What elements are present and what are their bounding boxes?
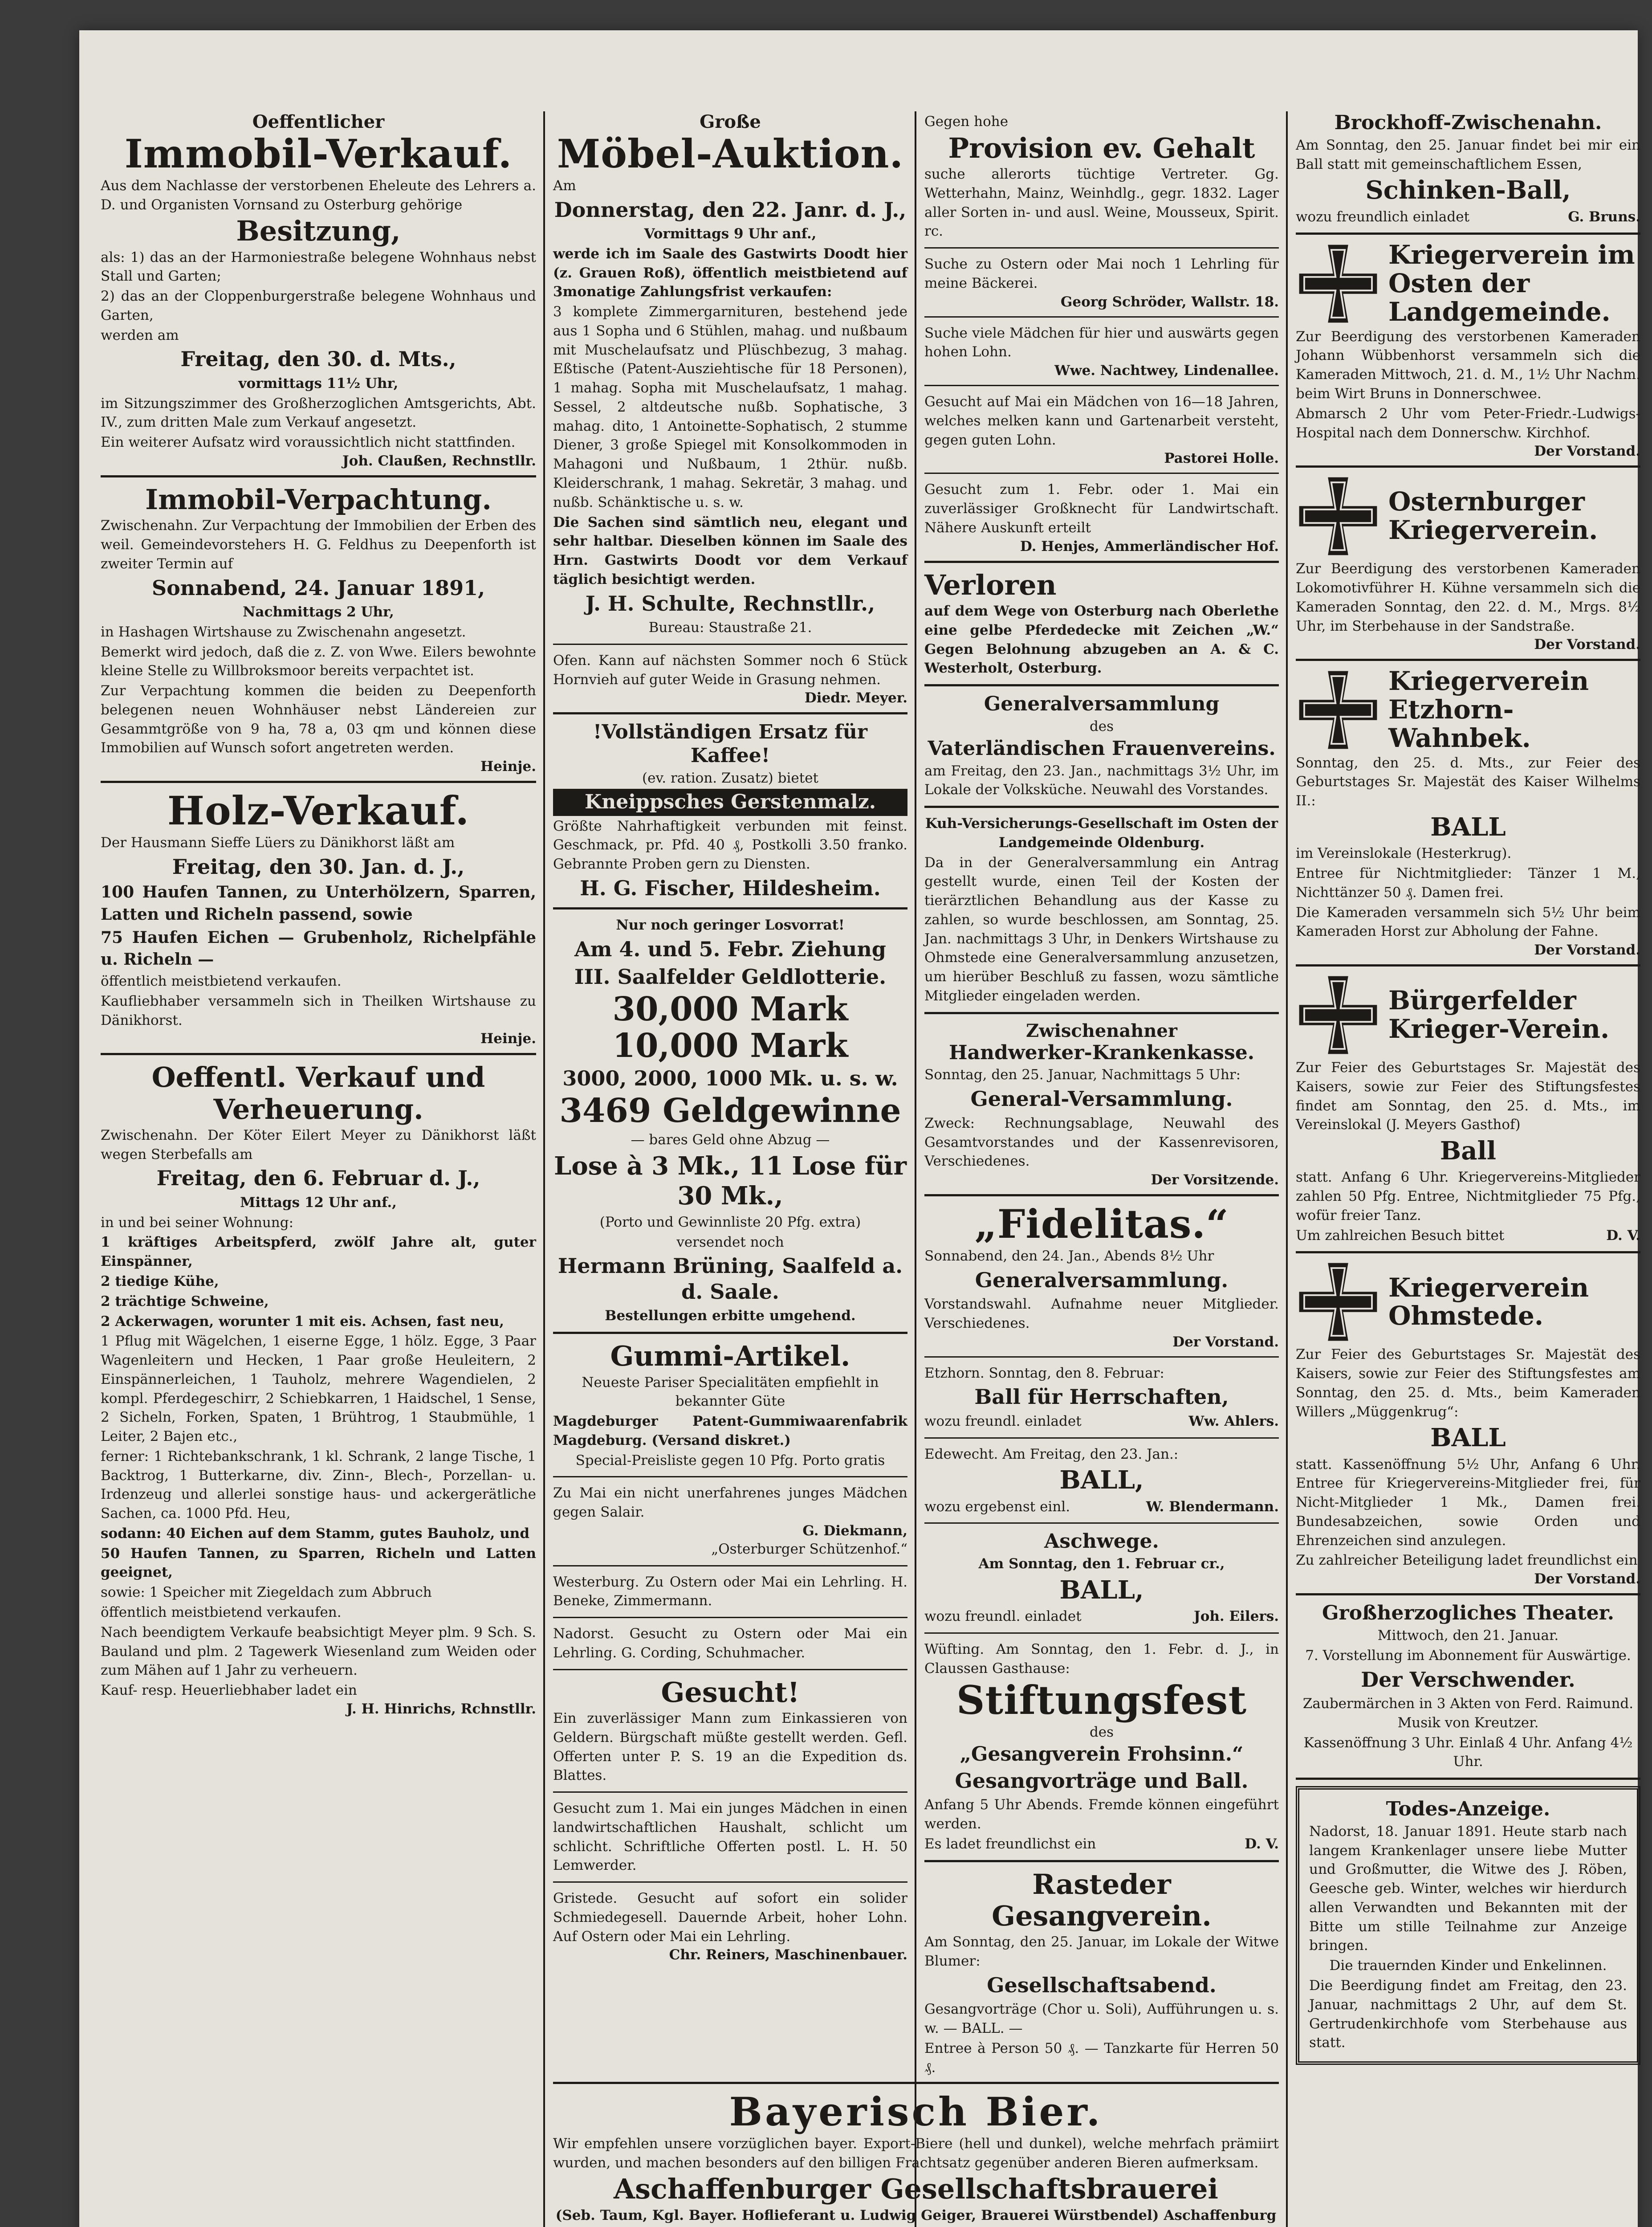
divider [553,712,907,714]
ad-lead: BALL [1430,1423,1506,1453]
divider [553,1476,907,1477]
ad-gristede [553,1889,907,1963]
ad-text: Um zahlreichen Besuch bittet [1296,1227,1505,1244]
ad-lead: Gesellschaftsabend. [987,1973,1217,1997]
column-2 [546,111,915,2107]
ad-subtitle: Aschaffenburger Gesellschaftsbrauerei [614,2173,1218,2206]
ad-text: des [1089,718,1114,734]
ad-text: wozu freundl. einladet [924,1413,1082,1429]
divider [924,1356,1279,1358]
ad-time: Nachmittags 2 Uhr, [243,604,394,620]
divider [924,561,1279,563]
ad-moebel-auktion [553,111,907,637]
ad-holz-verkauf [101,789,536,1047]
column-rule [915,111,916,2227]
ad-price: Lose à 3 Mk., 11 Lose für 30 Mk., [553,1151,907,1211]
ad-text: Wüfting. Am Sonntag, den 1. Febr. d. J., in Claussen Gasthause: [924,1641,1279,1676]
divider [1296,964,1640,967]
ad-text: Am 4. und 5. Febr. Ziehung [574,937,886,962]
ad-lead: Ball [1440,1136,1497,1166]
divider [1296,1251,1640,1253]
ad-signature: G. Diekmann, [802,1522,907,1539]
ad-footer-line [924,1412,1279,1431]
ad-signature: Der Vorsitzende. [1151,1172,1279,1188]
ad-immobil-verkauf [101,111,536,469]
ad-verkauf-verheuerung [101,1061,536,1717]
ad-title: Gummi-Artikel. [610,1340,850,1373]
ad-text: des [1089,1724,1114,1741]
ad-text: Special-Preisliste gegen 10 Pfg. Porto gratis [575,1452,885,1468]
ad-text: Nadorst, 18. Januar 1891. Heute starb nach langem Krankenlager unsere liebe Mutter und Großmutter, die Witwe des J. Röben, Geesche geb. Winter, welches wir hierdurch allen Verwandten und Bekannten mit der Bitte um stille Teilnahme zur Anzeige bringen. [1309,1823,1627,1954]
ad-text: als: 1) das an der Harmoniestraße belegene Wohnhaus nebst Stall und Garten; [101,249,536,285]
ad-text: Nur noch geringer Losvorrat! [616,917,845,934]
divider [1296,465,1640,468]
ad-header [1296,1260,1640,1344]
ad-text: Aus dem Nachlasse der verstorbenen Eheleute des Lehrers a. D. und Organisten Vornsand zu Osterburg gehörige [101,177,536,213]
ad-signature: Pastorei Holle. [1164,450,1279,467]
ad-signature: Der Vorstand. [1534,443,1640,460]
ad-title: Immobil-Verkauf. [124,131,513,177]
ad-text: 1 Pflug mit Wägelchen, 1 eiserne Egge, 1 hölz. Egge, 3 Paar Wagenleitern und Hecken, 1 Paar große Heuleitern, 2 Einspännerleichen, 1 Tauholz, mehrere Wagendielen, 2 kompl. Pferdegeschirr, 2 Schiebkarren, 1 Haidschel, 1 Sense, 2 Sicheln, Forken, Spaten, 1 Brühtrog, 1 Staubmühle, 1 Leiter, 2 Bajen etc., [101,1333,536,1445]
ad-signature: J. H. Hinrichs, Rchnstllr. [346,1701,536,1717]
ad-product: Kneippsches Gerstenmalz. [553,789,907,816]
ad-address: „Osterburger Schützenhof.“ [711,1541,907,1557]
ad-signature: Heinje. [480,1031,536,1047]
divider [924,247,1279,249]
divider [553,1332,907,1334]
ad-signature: Wwe. Nachtwey, Lindenallee. [1054,363,1279,379]
ad-subtitle: „Gesangverein Frohsinn.“ [960,1743,1244,1766]
ad-kriegerverein-ohmstede [1296,1260,1640,1587]
ad-signature: G. Bruns. [1568,208,1640,225]
ad-bayerisch-bier [546,2076,1286,2227]
ad-text: Bemerkt wird jedoch, daß die z. Z. von Wwe. Eilers bewohnte kleine Stelle zu Willbroksmoor bereits verpachtet ist. [101,644,536,679]
ad-text: Westerburg. Zu Ostern oder Mai ein Lehrling. H. Beneke, Zimmermann. [553,1574,907,1609]
ad-westerburg [553,1573,907,1611]
ad-lead: Der Verschwender. [1361,1667,1575,1692]
ad-text: sowie: 1 Speicher mit Ziegeldach zum Abbruch [101,1584,432,1601]
ad-text: Die trauernden Kinder und Enkelinnen. [1329,1958,1607,1974]
ad-signature: Hermann Brüning, Saalfeld a. d. Saale. [557,1254,903,1304]
divider [924,1437,1279,1439]
ad-todes-anzeige [1296,1786,1640,2065]
divider [1296,1593,1640,1595]
ad-text: Suche viele Mädchen für hier und auswärts gegen hohen Lohn. [924,325,1279,360]
divider [553,1565,907,1566]
ad-lead: Generalversammlung. [975,1268,1229,1292]
ad-text: Neueste Pariser Specialitäten empfiehlt in bekannter Güte [582,1374,879,1410]
ad-maedchen [553,1484,907,1558]
ad-signature: D. Henjes, Ammerländischer Hof. [1020,538,1279,555]
divider [553,2082,1279,2084]
ad-date: Freitag, den 30. d. Mts., [180,347,456,371]
ad-text: Zwischenahn. Zur Verpachtung der Immobilien der Erben des weil. Gemeindevorstehers H. G. Feldhus zu Deepenforth ist zweiter Termin auf [101,518,536,572]
ad-text: Zur Beerdigung des verstorbenen Kameraden Lokomotivführer H. Kühne versammeln sich die Kameraden Sonntag, den 22. d. M., Mrgs. 8½ Uhr, im Sterbehause in der Sandstraße. [1296,561,1640,634]
ad-text: Zu Mai ein nicht unerfahrenes junges Mädchen gegen Salair. [553,1485,907,1521]
ad-lead: Ball für Herrschaften, [974,1385,1229,1409]
ad-title: Brockhoff-Zwischenahn. [1334,111,1602,134]
ad-text: Abmarsch 2 Uhr vom Peter-Friedr.-Ludwigs-Hospital nach dem Donnerschw. Kirchhof. [1296,405,1640,441]
ad-lead: BALL, [1059,1575,1144,1605]
ad-text: ferner: 1 Richtebankschrank, 1 kl. Schrank, 2 lange Tische, 1 Backtrog, 1 Butterkarne, div. Zinn-, Blech-, Porzellan- u. Irdenzeug und allerlei sonstige haus- und ackergerätliche Sachen, ca. 1000 Pfd. Heu, [101,1448,536,1522]
ad-provision [924,112,1279,241]
divider [101,1053,536,1055]
ad-text: Magdeburger Patent-Gummiwaarenfabrik Magdeburg. (Versand diskret.) [553,1413,907,1448]
divider [101,475,536,477]
ad-signature: Der Vorstand. [1534,1571,1640,1587]
divider [924,1012,1279,1014]
ad-text: Am [553,177,576,194]
ad-header [1296,973,1640,1057]
ad-text: Der Hausmann Sieffe Lüers zu Dänikhorst läßt am [101,835,455,851]
ad-text: Zwischenahn. Der Köter Eilert Meyer zu Dänikhorst läßt wegen Sterbefalls am [101,1127,536,1162]
ad-lead: General-Versammlung. [970,1087,1233,1111]
ad-text: 3 komplete Zimmergarnituren, bestehend jede aus 1 Sopha und 6 Stühlen, mahag. und nußbaum mit Muschelaufsatz und Plüschbezug, 3 mahag. Eßtische (Patent-Ausziehtische für 18 Personen), 1 mahag. Sopha mit Muschelaufsatz, 1 mahag. Sessel, 2 altdeutsche nußb. Sophatische, 3 mahag. dito, 1 Antoinette-Sophatisch, 2 stumme Diener, 3 große Spiegel mit Konsolkommoden in Mahagoni und Nußbaum, 1 2thür. nußb. Kleiderschrank, 1 mahag. Sekretär, 3 mahag. und nußb. Schänktische u. s. w. [553,304,907,510]
ad-title: Provision ev. Gehalt [948,131,1255,164]
ad-title: Möbel-Auktion. [557,131,904,177]
ad-signature: Der Vorstand. [1534,942,1640,959]
ad-footer-line [1296,208,1640,227]
ad-text: 50 Haufen Tannen, zu Sparren, Richeln und Latten geeignet, [101,1545,536,1581]
iron-cross-icon [1296,474,1380,559]
ad-signature: D. V. [1606,1227,1640,1244]
ad-title: Immobil-Verpachtung. [145,483,492,516]
ad-footer-line [1296,1226,1640,1245]
ad-footer-line [924,1497,1279,1517]
ad-text: — bares Geld ohne Abzug — [631,1131,830,1148]
divider [924,473,1279,474]
ad-kaffee-ersatz [553,721,907,901]
ad-kriegerverein-buergerfeld [1296,973,1640,1245]
ad-kicker: Oeffentlicher [252,111,385,132]
ad-brockhoff [1296,111,1640,226]
ad-kriegerverein-osten [1296,241,1640,459]
ad-title: !Vollständigen Ersatz für Kaffee! [593,721,868,767]
ad-text: Sonnabend, den 24. Jan., Abends 8½ Uhr [924,1248,1214,1264]
ad-text: Am Sonntag, den 25. Januar, im Lokale der Witwe Blumer: [924,1934,1279,1969]
ad-item: 2 Ackerwagen, worunter 1 mit eis. Achsen, fast neu, [101,1313,504,1330]
ad-handwerker-krankenkasse [924,1020,1279,1188]
ad-footer-line [924,1835,1279,1854]
ad-text: Am Sonntag, den 1. Februar cr., [978,1556,1225,1572]
iron-cross-icon [1296,1260,1380,1344]
ad-item: 2 tiedige Kühe, [101,1273,219,1289]
prize-count: 3469 Geldgewinne [559,1092,901,1130]
divider [924,1522,1279,1524]
ad-text: wozu ergebenst einl. [924,1498,1070,1515]
ad-signature: J. H. Schulte, Rechnstllr., [585,591,875,616]
divider [924,316,1279,318]
ad-date: Freitag, den 6. Februar d. J., [156,1166,480,1191]
ad-kuh-versicherung [924,814,1279,1006]
ad-time: Mittags 12 Uhr anf., [240,1194,397,1211]
ad-item: 2 trächtige Schweine, [101,1293,269,1309]
divider [924,385,1279,386]
divider [924,806,1279,808]
ad-time: Vormittags 9 Uhr anf., [644,226,817,242]
ad-lead: BALL, [1059,1465,1144,1495]
divider [553,644,907,645]
ad-title: Bürgerfelder Krieger-Verein. [1388,985,1610,1044]
ad-text: (Seb. Taum, Kgl. Bayer. Hoflieferant u. Ludwig Geiger, Brauerei Würstbendel) Aschaffenburg [555,2207,1277,2223]
ad-text: öffentlich meistbietend verkaufen. [101,1604,342,1620]
ad-title: Stiftungsfest [956,1677,1247,1724]
ad-theater [1296,1602,1640,1771]
ad-text: Gesucht auf Mai ein Mädchen von 16—18 Jahren, welches melken kann und Gartenarbeit versteht, gegen guten Lohn. [924,394,1279,448]
divider [1296,1778,1640,1780]
ad-kicker: Große [700,111,761,132]
ad-text: werde ich im Saale des Gastwirts Doodt hier (z. Grauen Roß), öffentlich meistbietend auf 3monatige Zahlungsfrist verkaufen: [553,245,907,300]
ad-text: werden am [101,327,179,343]
divider [1296,232,1640,235]
ad-grossknecht [924,480,1279,554]
ad-signature: D. V. [1245,1835,1279,1852]
ad-title: Kuh-Versicherungs-Gesellschaft im Osten der Landgemeinde Oldenburg. [925,816,1278,851]
ad-text: Größte Nahrhaftigkeit verbunden mit feinst. Geschmack, pr. Pfd. 40 ₰, Postkolli 3.50 franko. Gebrannte Proben gern zu Diensten. [553,818,907,873]
ad-text: im Vereinslokale (Hesterkrug). [1296,845,1512,862]
ad-subtitle: Besitzung, [236,215,401,248]
ad-text: Gesucht zum 1. Febr. oder 1. Mai ein zuverlässiger Großknecht für Landwirtschaft. Nähere Auskunft erteilt [924,481,1279,536]
ad-text: 2) das an der Cloppenburgerstraße belegene Wohnhaus und Garten, [101,288,536,323]
ad-etzhorn-ball [924,1364,1279,1431]
ad-text: 75 Haufen Eichen — Grubenholz, Richelpfähle u. Richeln — [101,928,536,969]
ad-text: Zu zahlreicher Beteiligung ladet freundlichst ein [1296,1552,1638,1569]
column-rule [1286,111,1288,2227]
ad-baecker [924,255,1279,310]
prize-amount: 3000, 2000, 1000 Mk. u. s. w. [562,1066,898,1090]
ad-viele-maedchen [924,324,1279,379]
ad-text: in Hashagen Wirtshause zu Zwischenahn angesetzt. [101,624,466,640]
ad-kriegerverein-osternburg [1296,474,1640,653]
divider [553,907,907,910]
ad-text: Es ladet freundlichst ein [924,1835,1096,1852]
ad-text: Wir empfehlen unsere vorzüglichen bayer. Export-Biere (hell und dunkel), welche mehrfach prämiirt wurden, und machen besonders auf den billigen Frachtsatz gegenüber anderen Bieren aufmerksam. [553,2135,1279,2171]
divider [924,1860,1279,1862]
ad-text: Mittwoch, den 21. Januar. [1377,1627,1559,1644]
ad-title: Kriegerverein im Osten der Landgemeinde. [1388,240,1635,327]
ad-title: Kriegerverein Etzhorn-Wahnbek. [1388,666,1589,753]
ad-text: Entree für Nichtmitglieder: Tänzer 1 M., Nichttänzer 50 ₰. Damen frei. [1296,865,1640,901]
ad-gesucht-maedchen [553,1799,907,1875]
ad-text: Gristede. Gesucht auf sofort ein solider Schmiedegesell. Dauernde Arbeit, hoher Lohn. Auf Ostern oder Mai ein Lehrling. [553,1890,907,1945]
ad-text: Da in der Generalversammlung ein Antrag gestellt wurde, einen Teil der Kosten der tierärztlichen Behandlung aus der Kasse zu zahlen, so wurde beschlossen, am Sonntag, 25. Jan. nachmittags 3 Uhr, in Denkers Wirtshause zu Ohmstede eine Generalversammlung anzusetzen, um hierüber Beschluß zu fassen, wozu sämtliche Mitglieder eingeladen werden. [924,854,1279,1004]
ad-text: Zur Beerdigung des verstorbenen Kameraden Johann Wübbenhorst versammeln sich die Kameraden Mittwoch, 21. d. M., 1½ Uhr Nachm. beim Wirt Bruns in Donnerschwee. [1296,328,1640,402]
ad-lead: BALL [1430,812,1506,842]
ad-title: Verloren [924,568,1057,601]
ad-text: Gesangvorträge (Chor u. Soli), Aufführungen u. s. w. — BALL. — [924,2001,1279,2036]
ad-nadorst [553,1624,907,1663]
ad-title: Gesucht! [661,1676,800,1709]
ad-verloren [924,569,1279,678]
ad-text: in und bei seiner Wohnung: [101,1214,294,1231]
divider [553,1617,907,1618]
ad-title: Aschwege. [1044,1530,1159,1553]
prize-amount: 10,000 Mark [612,1026,848,1065]
ad-text: am Freitag, den 23. Jan., nachmittags 3½ Uhr, im Lokale der Volksküche. Neuwahl des Vorstandes. [924,763,1279,798]
ad-text: Gesucht zum 1. Mai ein junges Mädchen in einen landwirtschaftlichen Haushalt, schlicht um schlicht. Schriftliche Offerten postl. L. H. 50 Lemwerder. [553,1800,907,1874]
ad-text: Ofen. Kann auf nächsten Sommer noch 6 Stück Hornvieh auf guter Weide in Grasung nehmen. [553,652,907,688]
ad-text: Die Sachen sind sämtlich neu, elegant und sehr haltbar. Dieselben können im Saale des Hrn. Gastwirts Doodt vor dem Verkauf täglich besichtigt werden. [553,514,907,587]
ad-text: statt. Anfang 6 Uhr. Kriegervereins-Mitglieder zahlen 50 Pfg. Entree, Nichtmitglieder 75 Pfg., wofür freier Tanz. [1296,1169,1640,1224]
ad-text: Vorstandswahl. Aufnahme neuer Mitglieder. Verschiedenes. [924,1296,1279,1331]
ad-fidelitas [924,1203,1279,1350]
ad-text: öffentlich meistbietend verkaufen. [101,973,342,989]
ad-text: (Porto und Gewinnliste 20 Pfg. extra) [599,1214,861,1230]
ad-gummi-artikel [553,1340,907,1470]
column-3 [917,111,1286,2107]
divider [553,1669,907,1670]
ad-footer-line [924,1607,1279,1626]
column-4 [1289,111,1648,2227]
ad-text: Etzhorn. Sonntag, den 8. Februar: [924,1365,1164,1381]
ad-address: Bureau: Staustraße 21. [648,620,812,636]
iron-cross-icon [1296,668,1380,752]
ad-title: „Fidelitas.“ [974,1201,1229,1248]
ad-signature: Georg Schröder, Wallstr. 18. [1060,294,1279,310]
ad-date: Freitag, den 30. Jan. d. J., [172,854,465,879]
ad-signature: Der Vorstand. [1534,636,1640,653]
ad-kriegerverein-etzhorn [1296,667,1640,958]
ad-kicker: Zwischenahner [1026,1020,1177,1041]
ad-text: versendet noch [676,1234,784,1250]
ad-text: (ev. ration. Zusatz) bietet [642,770,818,786]
ad-text: Anfang 5 Uhr Abends. Fremde können eingeführt werden. [924,1797,1279,1832]
ad-lead: Gesangvorträge und Ball. [955,1768,1249,1793]
ad-text: Sonntag, den 25. Januar, Nachmittags 5 Uhr: [924,1067,1241,1083]
ad-text: Die Kameraden versammeln sich 5½ Uhr beim Kameraden Horst zur Abholung der Fahne. [1296,904,1640,940]
ad-text: Die Beerdigung findet am Freitag, den 23. Januar, nachmittags 2 Uhr, auf dem St. Gertrudenkirchhofe vom Sterbehause aus statt. [1309,1978,1627,2051]
divider [924,684,1279,686]
ad-lead: Schinken-Ball, [1365,175,1571,205]
ad-signature: Chr. Reiners, Maschinenbauer. [669,1947,907,1963]
ad-pastorei-holle [924,392,1279,466]
iron-cross-icon [1296,241,1380,326]
ad-text: im Sitzungszimmer des Großherzoglichen Amtsgerichts, Abt. IV., zum dritten Male zum Verkauf angesetzt. [101,395,536,431]
ad-text: Ein zuverlässiger Mann zum Einkassieren von Geldern. Bürgschaft müßte gestellt werden. Gefl. Offerten unter P. S. 19 an die Expedition ds. Blattes. [553,1710,907,1784]
ad-time: vormittags 11½ Uhr, [238,375,399,392]
ad-title: Großherzogliches Theater. [1322,1602,1615,1625]
ad-gesucht [553,1676,907,1785]
ad-header [1296,241,1640,326]
ad-text: Zaubermärchen in 3 Akten von Ferd. Raimund. Musik von Kreutzer. [1302,1696,1634,1731]
ad-signature: Heinje. [480,759,536,775]
ad-subtitle: Vaterländischen Frauenvereins. [928,737,1276,760]
ad-text: statt. Kassenöffnung 5½ Uhr, Anfang 6 Uhr. Entree für Kriegervereins-Mitglieder frei, für Nicht-Mitglieder 1 Mk., Damen frei. Bundesabzeichen, sowie Orden und Ehrenzeichen sind anzulegen. [1296,1456,1640,1549]
ad-signature: Ww. Ahlers. [1188,1413,1279,1429]
ad-text: 100 Haufen Tannen, zu Unterhölzern, Sparren, Latten und Richeln passend, sowie [101,883,536,924]
ad-text: Sonntag, den 25. d. Mts., zur Feier des Geburtstages Sr. Majestät des Kaiser Wilhelms II.: [1296,755,1640,809]
ad-text: Nach beendigtem Verkaufe beabsichtigt Meyer plm. 9 Sch. S. Bauland und plm. 2 Tagewerk Wiesenland zum Weiden oder zum Mähen auf 1 Jahr zu verheuern. [101,1624,536,1679]
ad-text: III. Saalfelder Geldlotterie. [574,964,887,989]
column-1 [94,111,543,2227]
ad-date: Donnerstag, den 22. Janr. d. J., [554,197,907,222]
prize-amount: 30,000 Mark [612,990,848,1029]
ad-text: suche allerorts tüchtige Vertreter. Gg. Wetterhahn, Mainz, Weinhdlg., gegr. 1832. Lager aller Sorten in- und ausl. Weine, Mousseux, Spirit. rc. [924,166,1279,240]
divider [553,1881,907,1883]
ad-frauenverein [924,693,1279,799]
ad-signature: W. Blendermann. [1146,1498,1279,1515]
ad-title: Osternburger Kriegerverein. [1388,486,1598,546]
ad-text: sodann: 40 Eichen auf dem Stamm, gutes Bauholz, und [101,1525,529,1542]
ad-title: Kriegerverein Ohmstede. [1388,1272,1589,1331]
ad-title: Bayerisch Bier. [729,2088,1103,2135]
ad-title: Todes-Anzeige. [1386,1798,1550,1821]
ad-date: Sonnabend, 24. Januar 1891, [151,575,485,600]
ad-text: Zweck: Rechnungsablage, Neuwahl des Gesamtvorstandes und der Kassenrevisoren, Verschiedenes. [924,1115,1279,1170]
ad-text: Zur Feier des Geburtstages Sr. Majestät des Kaisers, sowie zur Feier des Stiftungsfestes findet am Sonntag, den 25. d. Mts., im Vereinslokal (J. Meyers Gasthof) [1296,1060,1640,1133]
ad-text: wozu freundlich einladet [1296,208,1470,225]
ad-title: Handwerker-Krankenkasse. [948,1041,1255,1064]
ad-text: Entree à Person 50 ₰. — Tanzkarte für Herren 50 ₰. [924,2040,1279,2076]
ad-edewecht-ball [924,1445,1279,1517]
ad-signature: Der Vorstand. [1172,1334,1279,1350]
iron-cross-icon [1296,973,1380,1057]
divider [1296,659,1640,661]
ad-text: Nadorst. Gesucht zu Ostern oder Mai ein Lehrling. G. Cording, Schuhmacher. [553,1626,907,1661]
divider [924,1194,1279,1196]
ad-text: wozu freundl. einladet [924,1608,1082,1625]
ad-text: Bestellungen erbitte umgehend. [605,1308,856,1324]
ad-title: Oeffentl. Verkauf und Verheuerung. [151,1061,485,1126]
ad-text: Kauf- resp. Heuerliebhaber ladet ein [101,1682,357,1699]
ad-title: Generalversammlung [984,693,1220,716]
ad-item: 1 kräftiges Arbeitspferd, zwölf Jahre alt, guter Einspänner, [101,1234,536,1270]
ad-header [1296,474,1640,559]
ad-title: Holz-Verkauf. [167,787,470,834]
divider [924,1632,1279,1634]
divider [101,781,536,783]
divider [553,1791,907,1793]
ad-aschwege-ball [924,1530,1279,1626]
ad-stiftungsfest [924,1640,1279,1854]
ad-text: Zur Verpachtung kommen die beiden zu Deepenforth belegenen neuen Wohnhäuser nebst Ländereien zur Gesammtgröße von 9 ha, 78 a, 03 qm und können diese Immobilien auf Wunsch sofort angetreten werden. [101,683,536,756]
ad-lotterie [553,916,907,1326]
ad-text: Gegen hohe [924,114,1009,130]
ad-text: Kassenöffnung 3 Uhr. Einlaß 4 Uhr. Anfang 4½ Uhr. [1303,1734,1633,1770]
ad-text: Ein weiterer Aufsatz wird voraussichtlich nicht stattfinden. [101,434,516,451]
ad-header [1296,667,1640,752]
ad-signature: Joh. Eilers. [1194,1608,1279,1625]
ad-signature: Joh. Claußen, Rechnstllr. [342,453,536,469]
ad-text: Am Sonntag, den 25. Januar findet bei mir ein Ball statt mit gemeinschaftlichem Essen, [1296,137,1640,172]
ad-text: 7. Vorstellung im Abonnement für Auswärtige. [1305,1647,1631,1664]
column-rule [543,111,545,2227]
ad-text: Edewecht. Am Freitag, den 23. Jan.: [924,1446,1179,1462]
ad-immobil-verpachtung [101,484,536,775]
ad-rasteder-gesangverein [924,1868,1279,2077]
ad-text: auf dem Wege von Osterburg nach Oberlethe eine gelbe Pferdedecke mit Zeichen „W.“ Gegen Belohnung abzugeben an A. & C. Westerholt, Osterburg. [924,603,1279,677]
ad-signature: Diedr. Meyer. [804,690,907,706]
ad-text: Suche zu Ostern oder Mai noch 1 Lehrling für meine Bäckerei. [924,256,1279,291]
ad-text: Zur Feier des Geburtstages Sr. Majestät des Kaisers, sowie zur Feier des Stiftungsfestes am Sonntag, den 25. d. Mts., beim Kameraden Willers „Müggenkrug“: [1296,1346,1640,1420]
ad-text: Kaufliebhaber versammeln sich in Theilken Wirtshause zu Dänikhorst. [101,993,536,1028]
ad-title: Rasteder Gesangverein. [992,1868,1212,1932]
ad-signature: H. G. Fischer, Hildesheim. [580,876,881,900]
ad-ofen [553,651,907,706]
